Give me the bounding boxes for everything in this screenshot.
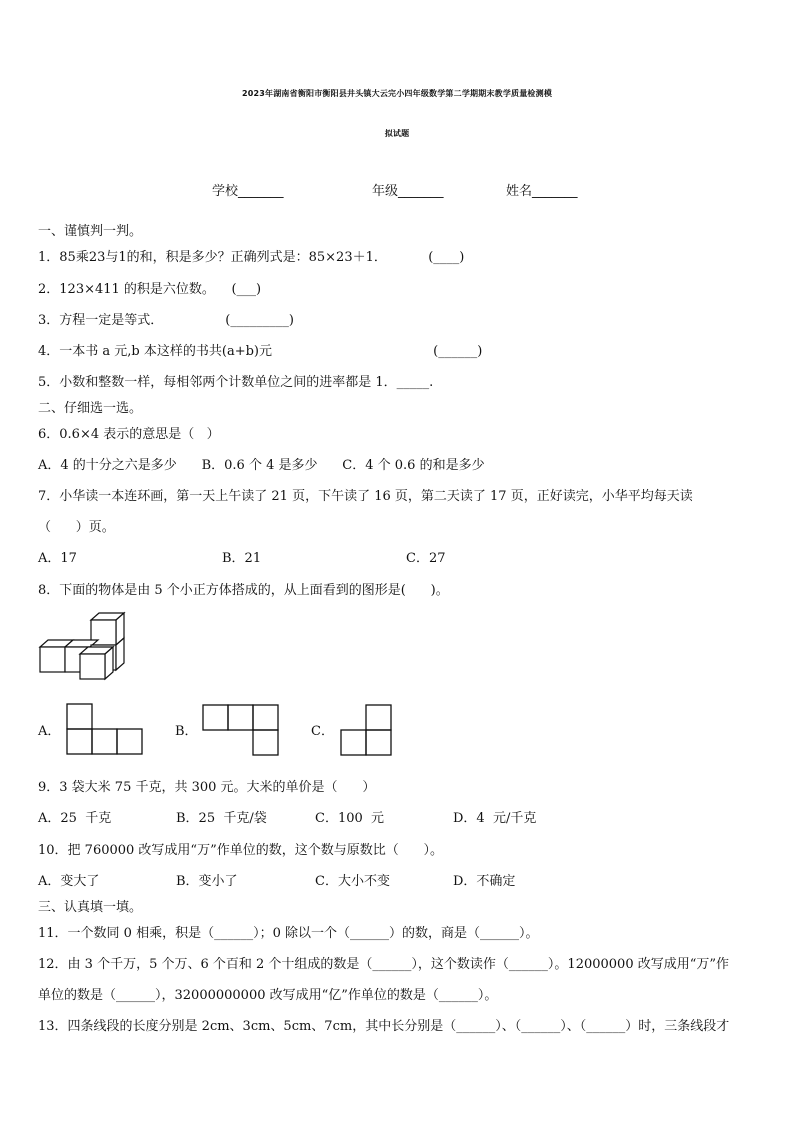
section-heading-judge: 一、谨慎判一判。 xyxy=(38,224,143,239)
question-12: 12．由 3 个千万，5 个万、6 个百和 2 个十组成的数是（______），这个数读作（______）。12000000 改写成用“万”作 xyxy=(38,957,730,972)
question-11: 11．一个数同 0 相乘，积是（______）；0 除以一个（______）的数，商是（______）。 xyxy=(38,926,539,941)
question-10-option-c: C．大小不变 xyxy=(315,874,390,889)
question-7-option-c: C．27 xyxy=(406,551,446,566)
question-6-options: A．4 的十分之六是多少 B．0.6 个 4 是多少 C．4 个 0.6 的和是多少 xyxy=(38,458,485,473)
question-8-option-b: B． xyxy=(175,724,198,739)
page-title-continued: 拟试题 xyxy=(384,129,410,138)
school-field[interactable]: 学校_______ xyxy=(212,184,284,199)
question-8: 8．下面的物体是由 5 个小正方体搭成的，从上面看到的图形是( )。 xyxy=(38,583,449,598)
page-title: 2023年湖南省衡阳市衡阳县井头镇大云完小四年级数学第二学期期末教学质量检测模 xyxy=(241,89,553,98)
question-12-continued: 单位的数是（______），32000000000 改写成用“亿”作单位的数是（______）。 xyxy=(38,988,498,1003)
grade-field[interactable]: 年级_______ xyxy=(372,184,444,199)
option-b-top-view xyxy=(202,704,280,756)
question-9-option-c: C．100 元 xyxy=(315,811,385,826)
question-9-option-d: D．4 元/千克 xyxy=(453,811,537,826)
question-9-option-b: B．25 千克/袋 xyxy=(176,811,267,826)
question-6: 6．0.6×4 表示的意思是（ ） xyxy=(38,427,220,442)
question-10: 10．把 760000 改写成用“万”作单位的数，这个数与原数比（ ）。 xyxy=(38,843,444,858)
name-field[interactable]: 姓名_______ xyxy=(506,184,578,199)
section-heading-fill: 三、认真填一填。 xyxy=(38,900,143,915)
question-2: 2．123×411 的积是六位数。 (___) xyxy=(38,282,262,297)
question-7-option-b: B．21 xyxy=(222,551,262,566)
question-7-option-a: A．17 xyxy=(38,551,77,566)
question-13: 13．四条线段的长度分别是 2cm、3cm、5cm、7cm，其中长分别是（______）、（______）、（______）时，三条线段才 xyxy=(38,1019,730,1034)
section-heading-choose: 二、仔细选一选。 xyxy=(38,401,143,416)
question-4: 4．一本书 a 元,b 本这样的书共(a+b)元 (______) xyxy=(38,344,483,359)
option-c-top-view xyxy=(340,704,393,756)
question-3: 3．方程一定是等式． (_________) xyxy=(38,313,294,328)
question-5: 5．小数和整数一样，每相邻两个计数单位之间的进率都是 1．_____. xyxy=(38,375,434,390)
question-1: 1．85乘23与1的和，积是多少？正确列式是：85×23＋1． (____) xyxy=(38,250,465,265)
question-8-option-c: C． xyxy=(311,724,334,739)
option-a-top-view xyxy=(66,703,144,755)
question-10-option-d: D．不确定 xyxy=(453,874,516,889)
cube-figure xyxy=(36,610,136,685)
question-8-option-a: A． xyxy=(38,724,61,739)
question-10-option-a: A．变大了 xyxy=(38,874,100,889)
question-10-option-b: B．变小了 xyxy=(176,874,238,889)
question-9-option-a: A．25 千克 xyxy=(38,811,112,826)
question-7: 7．小华读一本连环画，第一天上午读了 21 页，下午读了 16 页，第二天读了 17 页，正好读完，小华平均每天读 xyxy=(38,489,693,504)
question-9: 9．3 袋大米 75 千克，共 300 元。大米的单价是（ ） xyxy=(38,780,376,795)
question-7-continued: （ ）页。 xyxy=(38,520,115,535)
